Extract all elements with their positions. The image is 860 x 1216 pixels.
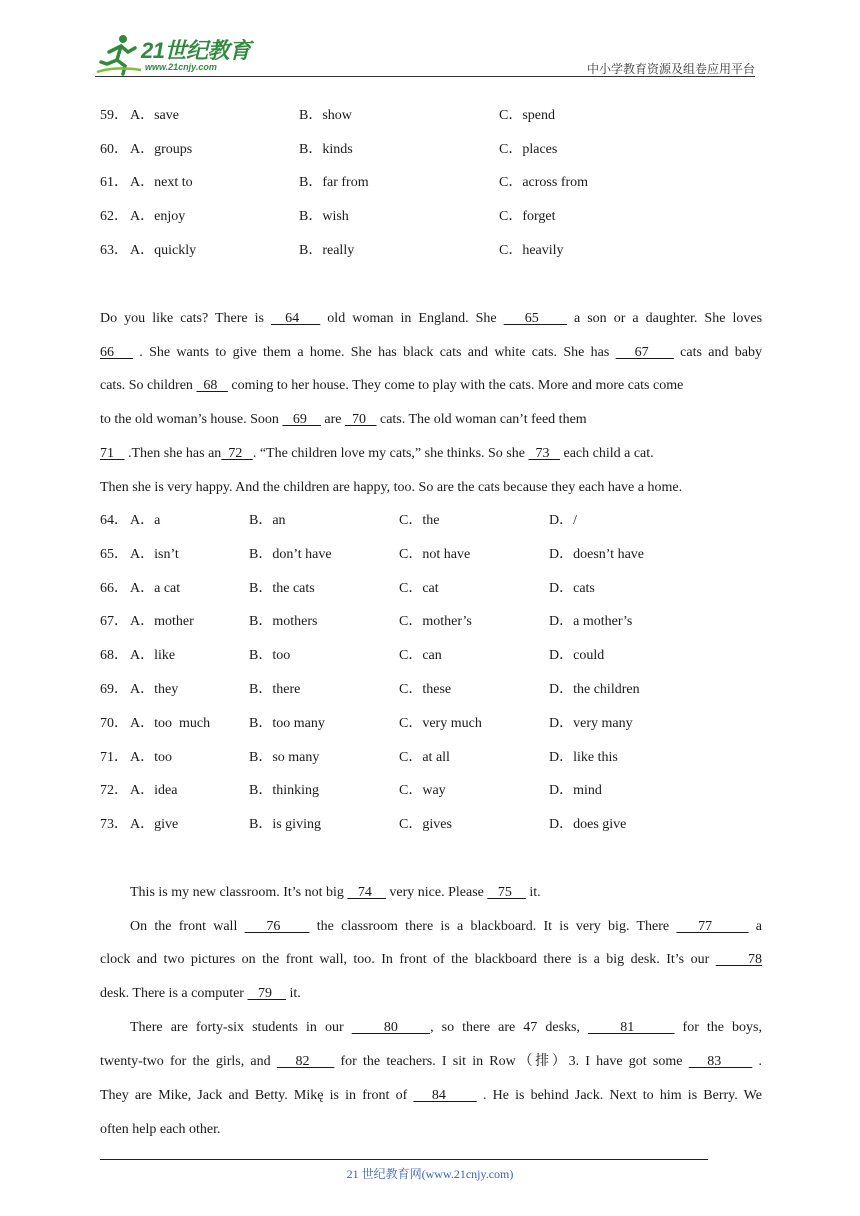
text: .Then she has an: [124, 446, 222, 461]
blank-64: 64: [271, 311, 321, 326]
blank-65: 65: [503, 311, 567, 326]
text: clock and two pictures on the front wall, too. In front of the blackboard there is a big desk. It’s our: [100, 952, 716, 967]
option-b: B．far from: [299, 175, 369, 190]
text: coming to her house. They come to play with the cats. More and more cats come: [227, 378, 684, 393]
option-c: C．gives: [399, 817, 452, 832]
option-b: B．the cats: [249, 581, 315, 596]
blank-69: 69: [282, 412, 321, 427]
option-a: A．quickly: [130, 243, 197, 258]
blank-75: 75: [487, 885, 526, 900]
option-b: B．thinking: [249, 783, 320, 798]
option-c: C．the: [399, 513, 440, 528]
option-d: D．mind: [549, 783, 602, 798]
option-c: C．very much: [399, 716, 482, 731]
text: cats. The old woman can’t feed them: [376, 412, 587, 427]
question-number: 61．: [100, 175, 128, 190]
question-number: 63．: [100, 243, 128, 258]
passage2-line-3: [100, 376, 762, 396]
option-b: B．is giving: [249, 817, 321, 832]
option-b: B．show: [299, 108, 352, 123]
option-a: A．too much: [130, 716, 211, 731]
blank-67: 67: [615, 345, 674, 360]
question-number: 68．: [100, 648, 128, 663]
blank-70: 70: [344, 412, 377, 427]
text: cats and baby: [673, 345, 763, 360]
text: for the teachers. I sit in Row（排）3. I have got some: [334, 1054, 689, 1069]
option-c: C．can: [399, 648, 442, 663]
option-a: A．a cat: [130, 581, 181, 596]
option-b: B．really: [299, 243, 355, 258]
passage2-line-5: [100, 444, 762, 464]
blank-72: 72: [221, 446, 253, 461]
option-b: B．there: [249, 682, 301, 697]
option-d: D．could: [549, 648, 605, 663]
text: They are Mike, Jack and Betty. Mikę is in front of: [100, 1088, 414, 1103]
question-number: 67．: [100, 614, 128, 629]
question-number: 64．: [100, 513, 128, 528]
option-d: D．cats: [549, 581, 595, 596]
text: twenty-two for the girls, and: [100, 1054, 277, 1069]
option-a: A．too: [130, 750, 172, 765]
question-number: 59．: [100, 108, 128, 123]
brand-url: www.21cnjy.com: [145, 62, 217, 72]
option-b: B．don’t have: [249, 547, 332, 562]
header-tagline: 中小学教育资源及组卷应用平台: [586, 62, 755, 76]
option-c: C．spend: [499, 108, 555, 123]
text: a: [748, 919, 763, 934]
option-c: C．not have: [399, 547, 471, 562]
question-number: 73．: [100, 817, 128, 832]
text: each child a cat.: [559, 446, 654, 461]
blank-66: 66: [100, 345, 133, 360]
text: a son or a daughter. She loves: [566, 311, 763, 326]
blank-74: 74: [347, 885, 386, 900]
footer-divider: [100, 1159, 708, 1160]
option-c: C．at all: [399, 750, 450, 765]
question-number: 71．: [100, 750, 128, 765]
option-a: A．give: [130, 817, 179, 832]
text: There are forty-six students in our: [130, 1020, 352, 1035]
blank-77: 77: [676, 919, 749, 934]
brand-name: 21世纪教育: [141, 38, 251, 63]
question-number: 69．: [100, 682, 128, 697]
option-b: B．too many: [249, 716, 325, 731]
option-d: D．the children: [549, 682, 640, 697]
question-number: 60．: [100, 142, 128, 157]
blank-78: 78: [715, 952, 762, 967]
option-b: B．wish: [299, 209, 349, 224]
passage3-line-4: [100, 984, 762, 1004]
text: . She wants to give them a home. She has black cats and white cats. She has: [132, 345, 616, 360]
option-d: D．/: [549, 513, 577, 528]
question-number: 70．: [100, 716, 128, 731]
passage3-line-1: [130, 883, 762, 903]
passage3-line-5: [130, 1018, 762, 1038]
text: Do you like cats? There is: [100, 311, 272, 326]
passage3-line-3: [100, 950, 762, 970]
runner-logo-icon: [95, 32, 145, 76]
option-c: C．cat: [399, 581, 439, 596]
option-a: A．like: [130, 648, 176, 663]
text: to the old woman’s house. Soon: [100, 412, 283, 427]
blank-82: 82: [276, 1054, 335, 1069]
passage2-line-1: [100, 309, 762, 329]
logo: [95, 32, 260, 76]
option-c: C．forget: [499, 209, 556, 224]
passage3-line-7: [100, 1086, 762, 1106]
passage3-line-8: often help each other.: [100, 1122, 221, 1137]
blank-81: 81: [588, 1020, 675, 1035]
passage2-line-2: [100, 343, 762, 363]
option-d: D．like this: [549, 750, 618, 765]
option-d: D．doesn’t have: [549, 547, 644, 562]
text: old woman in England. She: [320, 311, 504, 326]
text: cats. So children: [100, 378, 197, 393]
text: the classroom there is a blackboard. It is very big. There: [309, 919, 677, 934]
text: On the front wall: [130, 919, 245, 934]
blank-68: 68: [196, 378, 228, 393]
passage2-line-6: Then she is very happy. And the children are happy, too. So are the cats because they each have a home.: [100, 480, 683, 495]
text: desk. There is a computer: [100, 986, 248, 1001]
blank-71: 71: [100, 446, 125, 461]
text: This is my new classroom. It’s not big: [130, 885, 348, 900]
option-c: C．way: [399, 783, 446, 798]
option-b: B．too: [249, 648, 291, 663]
footer-link[interactable]: 21 世纪教育网(www.21cnjy.com): [346, 1167, 514, 1181]
option-a: A．enjoy: [130, 209, 186, 224]
option-a: A．groups: [130, 142, 193, 157]
question-number: 72．: [100, 783, 128, 798]
option-c: C．across from: [499, 175, 589, 190]
option-d: D．does give: [549, 817, 627, 832]
passage3-line-2: [130, 917, 762, 937]
text: . He is behind Jack. Next to him is Berry. We: [476, 1088, 762, 1103]
blank-73: 73: [528, 446, 560, 461]
header-divider: [95, 76, 755, 77]
option-c: C．heavily: [499, 243, 564, 258]
option-b: B．so many: [249, 750, 320, 765]
text: , so there are 47 desks,: [430, 1020, 589, 1035]
question-number: 62．: [100, 209, 128, 224]
text: for the boys,: [674, 1020, 763, 1035]
page-header: [0, 0, 860, 80]
text: it.: [525, 885, 541, 900]
text: very nice. Please: [385, 885, 488, 900]
option-a: A．save: [130, 108, 179, 123]
option-d: D．very many: [549, 716, 633, 731]
text: it.: [285, 986, 301, 1001]
option-a: A．idea: [130, 783, 178, 798]
option-a: A．a: [130, 513, 161, 528]
blank-76: 76: [244, 919, 310, 934]
question-number: 66．: [100, 581, 128, 596]
passage2-line-4: [100, 410, 762, 430]
passage3-line-6: [100, 1052, 762, 1072]
question-number: 65．: [100, 547, 128, 562]
blank-84: 84: [413, 1088, 477, 1103]
text: .: [752, 1054, 763, 1069]
option-c: C．these: [399, 682, 452, 697]
option-c: C．mother’s: [399, 614, 472, 629]
blank-79: 79: [247, 986, 286, 1001]
option-b: B．kinds: [299, 142, 353, 157]
option-b: B．an: [249, 513, 286, 528]
option-a: A．mother: [130, 614, 194, 629]
option-c: C．places: [499, 142, 558, 157]
option-b: B．mothers: [249, 614, 318, 629]
option-d: D．a mother’s: [549, 614, 633, 629]
option-a: A．next to: [130, 175, 193, 190]
blank-80: 80: [351, 1020, 431, 1035]
option-a: A．they: [130, 682, 179, 697]
text: . “The children love my cats,” she thinks. So she: [252, 446, 529, 461]
blank-83: 83: [688, 1054, 753, 1069]
option-a: A．isn’t: [130, 547, 179, 562]
text: are: [320, 412, 345, 427]
